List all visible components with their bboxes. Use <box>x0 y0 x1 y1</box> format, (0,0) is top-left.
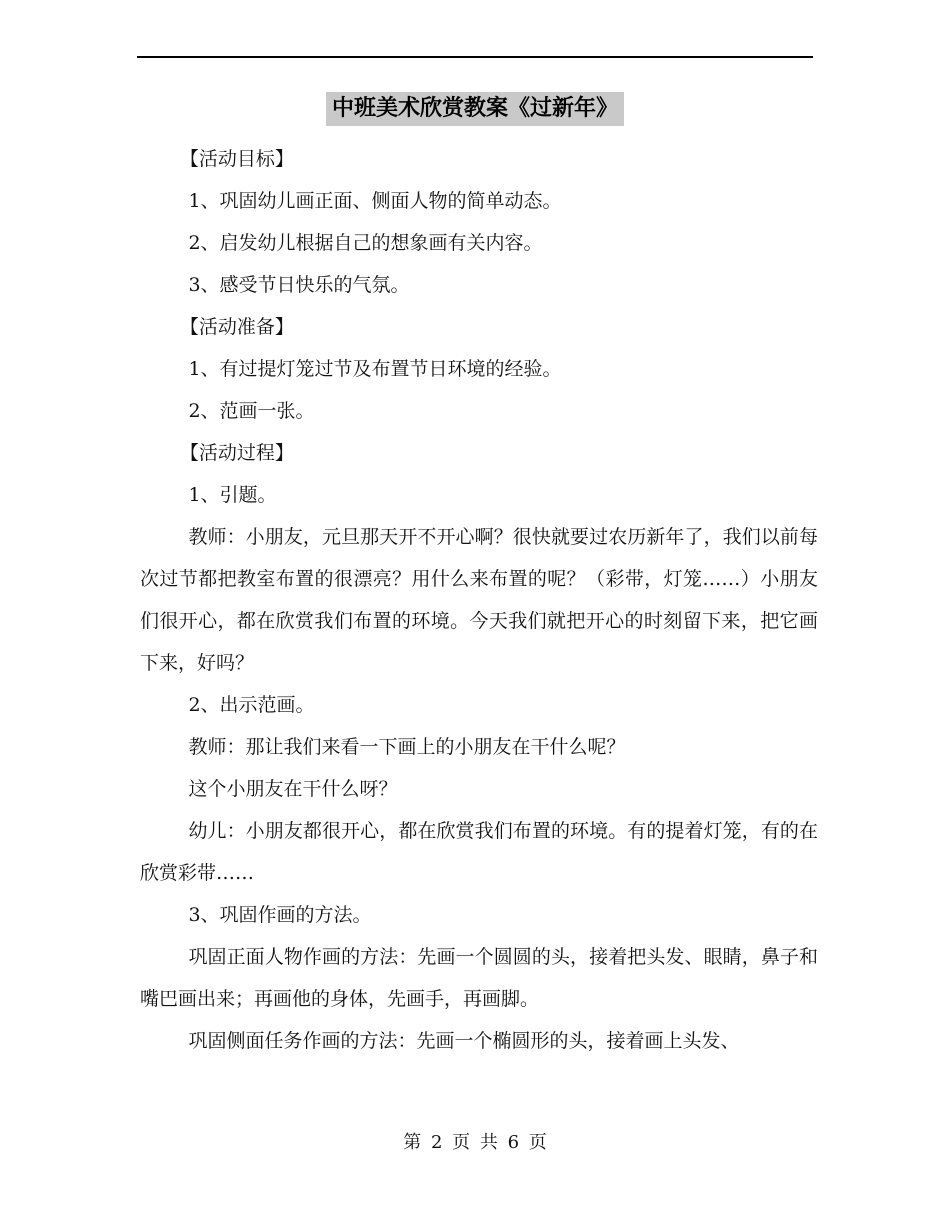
document-body <box>140 138 818 1062</box>
paragraph: 2、范画一张。 <box>188 400 315 422</box>
section-heading-process: 【活动过程】 <box>179 442 294 464</box>
paragraph: 1、巩固幼儿画正面、侧面人物的简单动态。 <box>188 190 562 212</box>
paragraph: 2、出示范画。 <box>188 694 315 716</box>
paragraph: 巩固正面人物作画的方法：先画一个圆圆的头，接着把头发、眼睛，鼻子和嘴巴画出来；再画他的身体，先画手，再画脚。 <box>140 946 818 1010</box>
paragraph: 教师：小朋友，元旦那天开不开心啊？很快就要过农历新年了，我们以前每次过节都把教室布置的很漂亮？用什么来布置的呢？（彩带，灯笼……）小朋友们很开心，都在欣赏我们布置的环境。今天我们就把开心的时刻留下来，把它画下来，好吗？ <box>140 526 818 674</box>
section-heading-preparation: 【活动准备】 <box>179 316 294 338</box>
title-container <box>0 92 950 126</box>
section-heading-goals: 【活动目标】 <box>179 148 294 170</box>
paragraph: 3、感受节日快乐的气氛。 <box>188 274 410 296</box>
page-number-footer: 第 2 页 共 6 页 <box>403 1132 547 1153</box>
paragraph: 教师：那让我们来看一下画上的小朋友在干什么呢？ <box>188 736 626 758</box>
paragraph: 巩固侧面任务作画的方法：先画一个椭圆形的头，接着画上头发、 <box>188 1030 740 1052</box>
paragraph: 1、引题。 <box>188 484 277 506</box>
document-title: 中班美术欣赏教案《过新年》 <box>326 92 624 126</box>
paragraph: 3、巩固作画的方法。 <box>188 904 372 926</box>
header-rule <box>137 56 813 58</box>
paragraph: 2、启发幼儿根据自己的想象画有关内容。 <box>188 232 543 254</box>
paragraph: 这个小朋友在干什么呀？ <box>188 778 398 800</box>
paragraph: 1、有过提灯笼过节及布置节日环境的经验。 <box>188 358 562 380</box>
paragraph: 幼儿：小朋友都很开心，都在欣赏我们布置的环境。有的提着灯笼，有的在欣赏彩带…… <box>140 820 818 884</box>
